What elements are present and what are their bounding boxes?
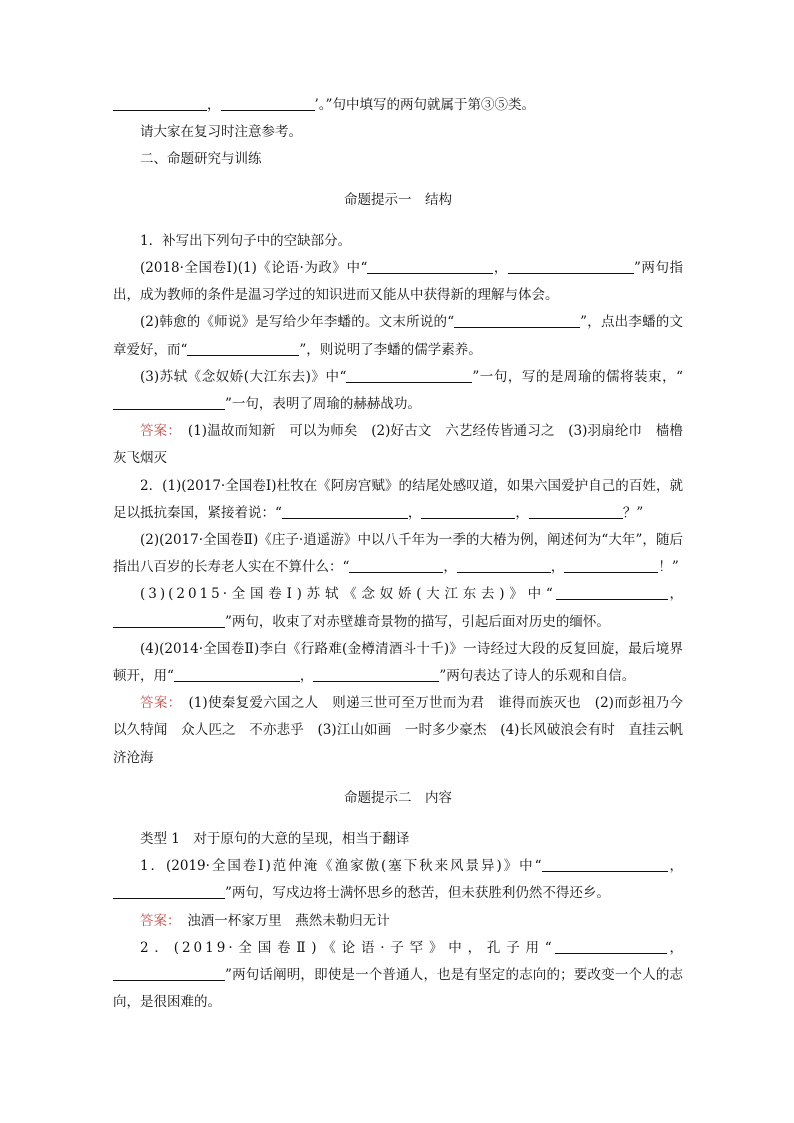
blank: [187, 341, 299, 356]
text: ”一句，表明了周瑜的赫赫战功。: [225, 396, 421, 413]
text: ”两句表达了诗人的乐观和自信。: [439, 668, 636, 685]
top-tail-line: ， ’。”句中填写的两句就属于第③⑤类。: [113, 92, 683, 119]
blank: [113, 613, 225, 628]
text: ’。”句中填写的两句就属于第③⑤类。: [314, 97, 535, 113]
blank: [113, 97, 207, 112]
blank: [564, 559, 658, 574]
blank: [113, 396, 225, 411]
answer-label: 答案：: [140, 423, 175, 440]
text: (3)苏轼《念奴娇(大江东去)》中“: [140, 368, 347, 385]
text: ”两句，收束了对赤壁雄奇景物的描写，引起后面对历史的缅怀。: [225, 613, 610, 630]
text: ”两句话阐明，即使是一个普通人，也是有坚定的志向的；要改变一个人的志向，是很困难的。: [113, 967, 683, 1011]
blank: [529, 504, 623, 519]
blank: [454, 314, 580, 329]
answer-2: [113, 690, 683, 772]
answer-1: [113, 418, 683, 472]
text: ”两句指出，成为教师的条件是温习学过的知识进而又能从中获得新的理解与体会。: [113, 260, 684, 304]
document-page: [113, 92, 683, 1017]
text: ！”: [658, 559, 679, 576]
q2-part2: (2)(2017·全国卷Ⅱ)《庄子·逍遥游》中以八千年为一季的大椿为例，阐述何为“大年”，随后指出八百岁的长寿老人实在不算什么：“ ， ， ！”: [113, 532, 683, 576]
text: (3)(2015·全国卷Ⅰ)苏轼《念奴娇(大江东去)》中“: [140, 586, 556, 603]
blank: [367, 260, 493, 275]
text: (2)韩愈的《师说》是写给少年李蟠的。文末所说的“: [140, 314, 455, 331]
blank: [174, 668, 300, 683]
blank: [542, 858, 668, 873]
answer-text: (1)使秦复爱六国之人 则递三世可至万世而为君 谁得而族灭也 (2)而彭祖乃今以久特闻 众人匹之 不亦悲乎 (3)江山如画 一时多少豪杰 (4)长风破浪会有时 直挂云帆济沧海: [113, 695, 684, 766]
note-line: 请大家在复习时注意参考。: [140, 124, 302, 141]
blank: [457, 559, 551, 574]
answer-label: 答案：: [140, 912, 174, 929]
blank: [346, 368, 472, 383]
blank: [113, 885, 225, 900]
blank: [221, 97, 315, 112]
q2-part4: (4)(2014·全国卷Ⅱ)李白《行路难(金樽清酒斗十千)》一诗经过大段的反复回旋，最后境界顿开，用“ ， ”两句表达了诗人的乐观和自信。: [113, 640, 683, 685]
text: 2．(2019·全国卷Ⅱ)《论语·子罕》中，孔子用“: [140, 939, 555, 956]
text: ？”: [622, 504, 644, 521]
blank: [113, 967, 225, 982]
q1-part3: [113, 364, 683, 418]
blank: [421, 504, 515, 519]
text: ”，则说明了李蟠的儒学素养。: [299, 341, 482, 358]
heading-structure: 命题提示一 结构: [344, 192, 452, 209]
answer-3: [113, 908, 683, 935]
section-two-heading: 二、命题研究与训练: [140, 151, 262, 168]
text: ”一句，写的是周瑜的儒将装束，“: [472, 368, 683, 385]
type-1-label: 类型 1 对于原句的大意的呈现，相当于翻译: [140, 831, 410, 848]
text: ”两句，写戍边将士满怀思乡的愁苦，但未获胜利仍然不得还乡。: [225, 885, 610, 902]
blank: [349, 559, 443, 574]
text: (2)(2017·全国卷Ⅱ)《庄子·逍遥游》中以八千年为一季的大椿为例，阐述何为“大年”，随后指出八百岁的长寿老人实在不算什么：“: [113, 532, 683, 576]
answer-label: 答案：: [140, 695, 175, 712]
text: 2．(1)(2017·全国卷Ⅰ)杜牧在《阿房宫赋》的结尾处感叹道，如果六国爱护自己的百姓，就足以抵抗秦国，紧接着说：“: [113, 477, 683, 521]
blank: [282, 504, 408, 519]
text: 1．(2019·全国卷Ⅰ)范仲淹《渔家傲(塞下秋来风景异)》中“: [140, 858, 542, 875]
answer-text: (1)温故而知新 可以为师矣 (2)好古文 六艺经传皆通习之 (3)羽扇纶巾 樯橹灰飞烟灭: [113, 423, 684, 467]
q1-part2: [113, 309, 683, 363]
q2-part3: (3)(2015·全国卷Ⅰ)苏轼《念奴娇(大江东去)》中“ ，”两句，收束了对赤壁雄奇景物的描写，引起后面对历史的缅怀。: [113, 581, 683, 635]
blank: [508, 260, 634, 275]
q4: 2．(2019·全国卷Ⅱ)《论语·子罕》中，孔子用“ ，”两句话阐明，即使是一个普通人，也是有坚定的志向的；要改变一个人的志向，是很困难的。: [113, 939, 684, 1011]
q3: 1．(2019·全国卷Ⅰ)范仲淹《渔家傲(塞下秋来风景异)》中“ ，”两句，写戍边将士满怀思乡的愁苦，但未获胜利仍然不得还乡。: [113, 853, 683, 907]
blank: [556, 586, 668, 601]
heading-content: 命题提示二 内容: [344, 790, 452, 807]
q1-part1: (2018·全国卷Ⅰ)(1)《论语·为政》中“ ， ”两句指出，成为教师的条件是温习学过的知识进而又能从中获得新的理解与体会。: [113, 260, 684, 304]
blank: [313, 668, 439, 683]
text: (4)(2014·全国卷Ⅱ)李白《行路难(金樽清酒斗十千)》一诗经过大段的反复回旋，最后境界顿开，用“: [113, 640, 683, 685]
text: (2018·全国卷Ⅰ)(1)《论语·为政》中“: [140, 260, 368, 277]
answer-text: 浊酒一杯家万里 燕然未勒归无计: [173, 912, 390, 929]
blank: [555, 939, 667, 954]
text: ”，点出李蟠的文章爱好，而“: [113, 314, 683, 358]
q2-part1: 2．(1)(2017·全国卷Ⅰ)杜牧在《阿房宫赋》的结尾处感叹道，如果六国爱护自己的百姓，就足以抵抗秦国，紧接着说：“ ， ， ？”: [113, 477, 683, 521]
q1-intro: 1．补写出下列句子中的空缺部分。: [140, 232, 352, 249]
